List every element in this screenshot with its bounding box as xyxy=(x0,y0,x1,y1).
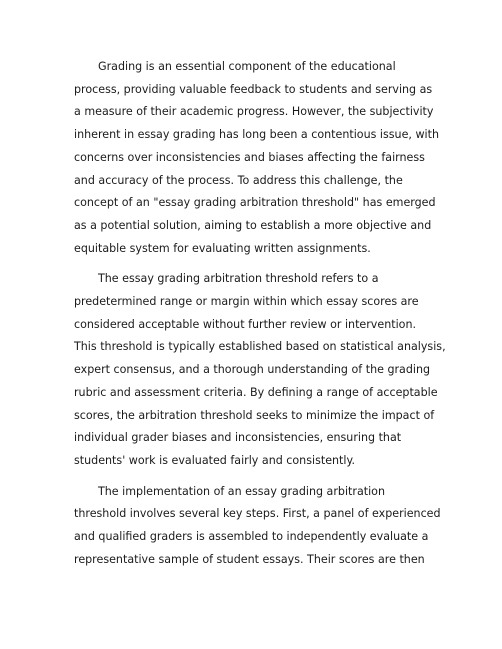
text-line: predetermined range or margin within which essay scores are xyxy=(74,295,419,309)
text-line: The implementation of an essay grading arbitration xyxy=(98,484,386,498)
text-line: process, providing valuable feedback to students and serving as xyxy=(74,82,433,96)
text-line: representative sample of student essays. Their scores are then xyxy=(74,552,425,566)
paragraph-3 xyxy=(74,481,441,572)
text-line: equitable system for evaluating written assignments. xyxy=(74,241,371,255)
text-line: inherent in essay grading has long been a contentious issue, with xyxy=(74,128,440,142)
text-line: rubric and assessment criteria. By defining a range of acceptable xyxy=(74,385,438,399)
text-line: threshold involves several key steps. First, a panel of experienced xyxy=(74,507,441,521)
text-line: considered acceptable without further review or intervention. xyxy=(74,317,417,331)
text-line: This threshold is typically established based on statistical analysis, xyxy=(74,340,446,354)
text-line: a measure of their academic progress. However, the subjectivity xyxy=(74,105,434,119)
text-line: and qualified graders is assembled to independently evaluate a xyxy=(74,530,429,544)
text-line: as a potential solution, aiming to establish a more objective and xyxy=(74,218,432,232)
paragraph-1 xyxy=(74,56,440,260)
text-line: expert consensus, and a thorough understanding of the grading xyxy=(74,363,431,377)
text-line: scores, the arbitration threshold seeks to minimize the impact of xyxy=(74,408,435,422)
document-body xyxy=(74,56,446,579)
paragraph-2 xyxy=(74,268,446,472)
text-line: concept of an "essay grading arbitration threshold" has emerged xyxy=(74,196,436,210)
text-line: The essay grading arbitration threshold refers to a xyxy=(98,272,379,286)
text-line: individual grader biases and inconsistencies, ensuring that xyxy=(74,431,402,445)
text-line: Grading is an essential component of the educational xyxy=(98,60,396,73)
text-line: and accuracy of the process. To address this challenge, the xyxy=(74,173,403,187)
text-line: concerns over inconsistencies and biases affecting the fairness xyxy=(74,150,425,164)
text-line: students' work is evaluated fairly and consistently. xyxy=(74,453,355,467)
